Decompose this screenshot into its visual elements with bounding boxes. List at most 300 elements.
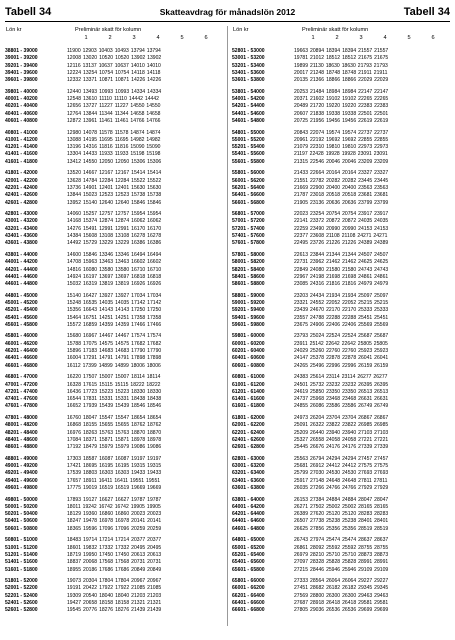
salary-range: 57801 - 58000	[232, 251, 265, 258]
table-row	[232, 144, 450, 151]
table-row	[5, 422, 223, 429]
salary-range: 50801 - 51000	[5, 537, 38, 544]
tax-values: 15140 16427 13927 13927 17034 17034	[67, 292, 162, 299]
table-row	[232, 585, 450, 592]
salary-range: 54801 - 55000	[232, 129, 265, 136]
tax-values: 27215 28446 25946 25946 29109 29109	[294, 566, 389, 573]
row-group	[5, 497, 223, 533]
tax-values: 20961 22192 19692 19692 22855 22855	[294, 136, 389, 143]
salary-range: 39601 - 39800	[5, 77, 38, 84]
table-row	[5, 300, 223, 307]
salary-range: 39801 - 40000	[5, 88, 38, 95]
salary-range: 64001 - 64200	[232, 503, 265, 510]
table-row	[232, 211, 450, 218]
tax-values: 15248 16535 14035 14035 17142 17142	[67, 299, 162, 306]
row-group	[5, 211, 223, 247]
tax-values: 12224 13254 10754 10754 14118 14118	[67, 69, 161, 76]
table-row	[232, 170, 450, 177]
salary-range: 65201 - 65400	[232, 551, 265, 558]
salary-range: 61001 - 61200	[232, 381, 265, 388]
table-row	[232, 485, 450, 492]
salary-range: 64601 - 64800	[232, 525, 265, 532]
table-row	[5, 593, 223, 600]
table-row	[5, 585, 223, 592]
tax-values: 14384 15608 13108 13108 16278 16278	[67, 233, 162, 240]
table-row	[5, 437, 223, 444]
table-row	[5, 48, 223, 55]
table-row	[232, 504, 450, 511]
row-group	[232, 333, 450, 369]
table-row	[232, 463, 450, 470]
tax-values: 22377 23608 21108 21108 24271 24271	[294, 233, 388, 240]
column-header	[5, 26, 223, 48]
salary-range: 49601 - 49800	[5, 485, 38, 491]
salary-range: 48601 - 48800	[5, 444, 38, 451]
table-row	[5, 185, 223, 192]
salary-range: 44601 - 44800	[5, 281, 38, 288]
tax-values: 27333 28564 26064 26064 29227 29227	[294, 578, 389, 585]
salary-label: Lön kr	[233, 27, 249, 33]
table-row	[5, 77, 223, 84]
left-table-body	[5, 48, 223, 615]
salary-range: 60201 - 60400	[232, 348, 265, 355]
tax-values: 24383 25614 23114 23114 26277 26277	[294, 374, 388, 381]
table-row	[5, 226, 223, 233]
kolumn-numbers	[301, 35, 445, 41]
tax-values: 24265 25496 22996 22996 26159 26159	[294, 362, 389, 369]
row-group	[5, 89, 223, 125]
salary-range: 45001 - 45200	[5, 299, 38, 306]
salary-range: 43401 - 43600	[5, 233, 38, 240]
salary-range: 43201 - 43400	[5, 225, 38, 232]
salary-range: 49001 - 49200	[5, 463, 38, 470]
row-group	[5, 537, 223, 573]
tax-values: 22731 23962 21462 21462 24625 24625	[294, 259, 389, 266]
tax-values: 22967 24198 21698 21698 24861 24861	[294, 273, 389, 280]
table-row	[232, 348, 450, 355]
salary-range: 46201 - 46400	[5, 348, 38, 355]
row-group	[232, 170, 450, 206]
tax-values: 21433 22664 20164 20164 23327 23327	[294, 170, 389, 177]
row-group	[5, 456, 223, 492]
table-row	[5, 233, 223, 240]
tax-values: 24855 26086 23586 23586 26749 26749	[294, 403, 389, 410]
table-row	[232, 444, 450, 451]
salary-range: 50001 - 50200	[5, 503, 38, 510]
kolumn-number: 6	[431, 35, 435, 41]
tax-values: 25445 26676 24176 24176 27339 27339	[294, 444, 389, 451]
tax-values: 13736 14901 12401 12401 15630 15630	[67, 184, 162, 191]
tax-values: 15680 16967 14467 14467 17574 17574	[67, 333, 162, 340]
salary-range: 60801 - 61000	[232, 374, 265, 381]
table-row	[5, 96, 223, 103]
tax-values: 26743 27974 25474 25474 28637 28637	[294, 537, 389, 544]
tax-values: 12872 13961 11461 11461 14766 14766	[67, 117, 161, 124]
tax-values: 13196 14316 11816 11816 15090 15090	[67, 144, 161, 151]
salary-range: 46401 - 46600	[5, 355, 38, 362]
tax-values: 13088 14195 11695 11695 14982 14982	[67, 136, 161, 143]
salary-range: 55001 - 55200	[232, 136, 265, 143]
tax-values: 13412 14550 12050 12050 15306 15306	[67, 158, 162, 165]
table-row	[5, 607, 223, 614]
kolumn-number: 1	[311, 35, 315, 41]
tax-values: 17775 19019 16519 16519 19669 19669	[67, 485, 162, 491]
table-row	[5, 103, 223, 110]
table-row	[232, 118, 450, 125]
tax-values: 14168 15374 12874 12874 16062 16062	[67, 218, 162, 225]
salary-range: 39001 - 39200	[5, 55, 38, 62]
table-row	[5, 382, 223, 389]
salary-range: 41001 - 41200	[5, 136, 38, 143]
salary-range: 44201 - 44400	[5, 266, 38, 273]
tax-values: 19309 20540 18040 18040 21203 21203	[67, 592, 162, 599]
salary-range: 57401 - 57600	[232, 233, 265, 240]
left-table-column	[5, 26, 223, 619]
tax-values: 12764 13844 11344 11344 14658 14658	[67, 110, 161, 117]
table-row	[232, 437, 450, 444]
tax-values: 23203 24434 21934 21934 25097 25097	[294, 292, 389, 299]
table-row	[232, 363, 450, 370]
row-group	[5, 48, 223, 84]
kolumn-number: 3	[132, 35, 136, 41]
salary-range: 66201 - 66400	[232, 592, 265, 599]
tax-values: 25799 27030 24530 24530 27693 27693	[294, 470, 389, 477]
salary-range: 43801 - 44000	[5, 251, 38, 258]
tax-values: 14816 16080 13580 13580 16710 16710	[67, 266, 162, 273]
table-row	[232, 315, 450, 322]
tax-values: 16220 17507 15007 15007 18114 18114	[67, 374, 161, 381]
tax-values: 25681 26912 24412 24412 27575 27575	[294, 463, 389, 470]
tax-values: 23085 24316 21816 21816 24979 24979	[294, 281, 389, 288]
tax-values: 17192 18479 15979 15979 19086 19086	[67, 444, 162, 451]
salary-range: 55601 - 55800	[232, 158, 265, 165]
table-row	[232, 252, 450, 259]
salary-range: 63201 - 63400	[232, 470, 265, 477]
tax-values: 16436 17723 15223 15223 18330 18330	[67, 388, 162, 395]
tax-values: 20371 21602 19102 19102 22265 22265	[294, 96, 389, 103]
tax-values: 16760 18047 15547 15547 18654 18654	[67, 415, 162, 422]
kolumn-number: 2	[335, 35, 339, 41]
table-row	[5, 89, 223, 96]
salary-range: 51801 - 52000	[5, 578, 38, 585]
salary-range: 61201 - 61400	[232, 388, 265, 395]
salary-range: 58801 - 59000	[232, 292, 265, 299]
table-row	[232, 178, 450, 185]
salary-range: 44001 - 44200	[5, 259, 38, 266]
table-row	[232, 552, 450, 559]
tax-values: 16544 17831 15331 15331 18438 18438	[67, 396, 162, 403]
preliminary-tax-label: Preliminär skatt för kolumn	[302, 27, 369, 33]
table-row	[5, 444, 223, 451]
salary-range: 53801 - 54000	[232, 88, 265, 95]
salary-range: 45601 - 45800	[5, 321, 38, 328]
row-group	[232, 497, 450, 533]
table-row	[5, 322, 223, 329]
table-row	[232, 267, 450, 274]
salary-range: 40801 - 41000	[5, 129, 38, 136]
table-row	[232, 274, 450, 281]
tax-values: 21315 22546 20046 20046 23209 23209	[294, 158, 389, 165]
tax-values: 18955 20186 17686 17686 20849 20849	[67, 566, 162, 573]
tax-values: 15896 17183 14683 14683 17790 17790	[67, 348, 162, 355]
row-group	[232, 293, 450, 329]
table-row	[5, 151, 223, 158]
tax-values: 17303 18587 16087 16087 19197 19197	[67, 455, 162, 462]
salary-range: 63001 - 63200	[232, 463, 265, 470]
tax-values: 14924 16197 13697 13697 16818 16818	[67, 273, 162, 280]
salary-range: 46801 - 47000	[5, 374, 38, 381]
tax-values: 24619 25850 23350 23350 26513 26513	[294, 388, 389, 395]
table-row	[232, 307, 450, 314]
tax-values: 23321 24552 22052 22052 25215 25215	[294, 299, 389, 306]
tax-values: 23439 24670 22170 22170 25333 25333	[294, 307, 389, 314]
table-row	[5, 159, 223, 166]
table-row	[5, 415, 223, 422]
row-group	[232, 130, 450, 166]
table-row	[5, 348, 223, 355]
table-row	[232, 593, 450, 600]
tax-values: 26507 27738 25238 25238 28401 28401	[294, 518, 389, 525]
tax-values: 13844 15023 12523 12523 15738 15738	[67, 192, 162, 199]
row-group	[5, 252, 223, 288]
tax-values: 12656 13727 11227 11227 14550 14550	[67, 103, 161, 110]
table-row	[5, 545, 223, 552]
table-row	[5, 374, 223, 381]
salary-range: 48201 - 48400	[5, 429, 38, 436]
table-row	[232, 192, 450, 199]
table-row	[232, 185, 450, 192]
table-row	[232, 226, 450, 233]
tax-values: 18247 19478 16978 16978 20141 20141	[67, 518, 162, 525]
table-row	[5, 252, 223, 259]
tax-values: 23675 24906 22406 22406 25569 25569	[294, 321, 389, 328]
table-row	[5, 463, 223, 470]
table-row	[5, 111, 223, 118]
table-row	[232, 77, 450, 84]
table-row	[5, 118, 223, 125]
salary-range: 53601 - 53800	[232, 77, 265, 84]
salary-range: 62001 - 62200	[232, 422, 265, 429]
salary-range: 61401 - 61600	[232, 396, 265, 403]
table-row	[5, 293, 223, 300]
salary-range: 47601 - 47800	[5, 403, 38, 410]
table-row	[232, 545, 450, 552]
table-number-right: Tabell 34	[403, 6, 450, 18]
tax-values: 16652 17939 15439 15439 18546 18546	[67, 403, 162, 410]
table-row	[5, 430, 223, 437]
salary-range: 52601 - 52800	[5, 607, 38, 614]
salary-range: 56201 - 56400	[232, 184, 265, 191]
salary-range: 55201 - 55400	[232, 144, 265, 151]
salary-range: 43001 - 43200	[5, 218, 38, 225]
salary-range: 63601 - 63800	[232, 485, 265, 491]
tax-values: 25209 26440 23940 23940 27103 27103	[294, 429, 389, 436]
table-row	[5, 333, 223, 340]
table-row	[5, 341, 223, 348]
salary-range: 52001 - 52200	[5, 585, 38, 592]
row-group	[232, 578, 450, 614]
table-row	[5, 137, 223, 144]
table-row	[232, 55, 450, 62]
salary-range: 61801 - 62000	[232, 415, 265, 422]
row-group	[5, 170, 223, 206]
salary-range: 65801 - 66000	[232, 578, 265, 585]
table-row	[5, 259, 223, 266]
tax-values: 16112 17399 14899 14899 18006 18006	[67, 362, 161, 369]
tax-values: 18011 19242 16742 16742 19905 19905	[67, 503, 161, 510]
tax-values: 27569 28800 26300 26300 29463 29463	[294, 592, 389, 599]
row-group	[232, 456, 450, 492]
row-group	[5, 293, 223, 329]
salary-range: 51001 - 51200	[5, 544, 38, 551]
tax-values: 15356 16643 14143 14143 17250 17250	[67, 307, 162, 314]
salary-range: 64801 - 65000	[232, 537, 265, 544]
table-row	[232, 259, 450, 266]
salary-range: 51201 - 51400	[5, 551, 38, 558]
table-row	[5, 511, 223, 518]
table-row	[5, 600, 223, 607]
salary-range: 60001 - 60200	[232, 340, 265, 347]
tax-values: 23557 24788 22288 22288 25451 25451	[294, 314, 389, 321]
tax-values: 25327 26558 24058 24058 27221 27221	[294, 436, 389, 443]
salary-range: 52401 - 52600	[5, 600, 38, 607]
tax-values: 14492 15729 13229 13229 16386 16386	[67, 240, 162, 247]
salary-range: 47201 - 47400	[5, 388, 38, 395]
salary-range: 46001 - 46200	[5, 340, 38, 347]
table-row	[5, 389, 223, 396]
row-group	[232, 252, 450, 288]
table-row	[232, 415, 450, 422]
row-group	[5, 333, 223, 369]
table-row	[5, 485, 223, 492]
table-row	[232, 240, 450, 247]
tax-values: 26979 28210 25710 25710 28873 28873	[294, 551, 389, 558]
salary-range: 46601 - 46800	[5, 362, 38, 369]
table-row	[232, 333, 450, 340]
tax-values: 16868 18155 15655 15655 18762 18762	[67, 422, 162, 429]
table-row	[5, 315, 223, 322]
salary-range: 63801 - 64000	[232, 496, 265, 503]
tax-values: 13304 14433 11933 11933 15198 15198	[67, 151, 161, 158]
tax-values: 25091 26322 23822 23822 26985 26985	[294, 422, 389, 429]
tax-values: 19427 20658 18158 18158 21321 21321	[67, 600, 162, 607]
table-row	[5, 396, 223, 403]
salary-range: 44801 - 45000	[5, 292, 38, 299]
table-row	[232, 341, 450, 348]
tax-values: 15032 16319 13819 13819 16926 16926	[67, 281, 162, 288]
tax-values: 21551 22782 20282 20282 23445 23445	[294, 177, 389, 184]
table-row	[232, 396, 450, 403]
tax-values: 19781 21012 18512 18512 21675 21675	[294, 55, 389, 62]
table-row	[5, 70, 223, 77]
salary-range: 56001 - 56200	[232, 177, 265, 184]
table-row	[232, 430, 450, 437]
tax-values: 20253 21484 18984 18984 22147 22147	[294, 88, 389, 95]
row-group	[5, 130, 223, 166]
tax-values: 13520 14667 12167 12167 15414 15414	[67, 170, 162, 177]
tax-values: 18719 19950 17450 17450 20613 20613	[67, 551, 162, 558]
header-rule	[5, 21, 450, 22]
table-row	[5, 567, 223, 574]
tax-values: 17421 18695 16195 16195 19315 19315	[67, 463, 162, 470]
tax-values: 18837 20068 17568 17568 20731 20731	[67, 559, 162, 566]
salary-range: 58201 - 58400	[232, 266, 265, 273]
table-row	[5, 552, 223, 559]
tax-values: 15464 16751 14251 14251 17358 17358	[67, 314, 162, 321]
table-row	[5, 267, 223, 274]
tax-values: 18483 19714 17214 17214 20377 20377	[67, 537, 162, 544]
table-row	[232, 497, 450, 504]
salary-range: 57001 - 57200	[232, 218, 265, 225]
tax-values: 20607 21838 19338 19338 22501 22501	[294, 110, 389, 117]
tax-values: 15788 17075 14575 14575 17682 17682	[67, 340, 162, 347]
tax-values: 22141 23372 20872 20872 24035 24035	[294, 218, 389, 225]
tax-values: 21905 23136 20636 20636 23799 23799	[294, 199, 389, 206]
table-row	[232, 478, 450, 485]
tax-values: 21669 22900 20400 20400 23563 23563	[294, 184, 389, 191]
tax-values: 17657 18911 16411 16411 19551 19551	[67, 477, 161, 484]
salary-range: 42001 - 42200	[5, 177, 38, 184]
tax-values: 13628 14784 12284 12284 15522 15522	[67, 177, 162, 184]
salary-range: 58001 - 58200	[232, 259, 265, 266]
salary-range: 60401 - 60600	[232, 355, 265, 362]
table-row	[232, 218, 450, 225]
table-row	[232, 422, 450, 429]
tax-values: 24737 25968 23468 23468 26631 26631	[294, 396, 389, 403]
salary-range: 41401 - 41600	[5, 151, 38, 158]
table-row	[232, 355, 450, 362]
table-row	[5, 363, 223, 370]
row-group	[232, 89, 450, 125]
salary-range: 55401 - 55600	[232, 151, 265, 158]
tax-values: 27451 28682 26182 26182 29345 29345	[294, 585, 389, 592]
row-group	[232, 537, 450, 573]
salary-range: 66001 - 66200	[232, 585, 265, 592]
row-group	[5, 578, 223, 614]
table-row	[232, 159, 450, 166]
tax-values: 20135 21366 18866 18866 22029 22029	[294, 77, 389, 84]
tax-values: 26153 27384 24884 24884 28047 28047	[294, 496, 389, 503]
salary-range: 48001 - 48200	[5, 422, 38, 429]
table-row	[5, 192, 223, 199]
salary-range: 62801 - 63000	[232, 455, 265, 462]
tax-values: 21079 22310 19810 19810 22973 22973	[294, 144, 389, 151]
tax-values: 12008 13020 10520 10520 13902 13902	[67, 55, 162, 62]
page-title: Skatteavdrag för månadslön 2012	[159, 7, 296, 17]
tax-values: 22259 23490 20990 20990 24153 24153	[294, 225, 389, 232]
salary-range: 53401 - 53600	[232, 69, 265, 76]
tax-values: 20017 21248 18748 18748 21911 21911	[294, 69, 388, 76]
salary-range: 38801 - 39000	[5, 48, 38, 54]
table-row	[232, 137, 450, 144]
table-row	[5, 281, 223, 288]
row-group	[232, 48, 450, 84]
salary-range: 52201 - 52400	[5, 592, 38, 599]
table-row	[232, 233, 450, 240]
salary-range: 52801 - 53000	[232, 48, 265, 54]
tax-values: 14600 15846 13346 13346 16494 16494	[67, 251, 162, 258]
kolumn-number: 4	[156, 35, 160, 41]
table-row	[5, 578, 223, 585]
table-row	[5, 218, 223, 225]
salary-range: 48801 - 49000	[5, 455, 38, 462]
salary-range: 59401 - 59600	[232, 314, 265, 321]
tax-values: 19663 20894 18394 18394 21557 21557	[294, 48, 389, 54]
salary-range: 47001 - 47200	[5, 381, 38, 388]
tax-values: 18365 19596 17096 17096 20259 20259	[67, 525, 162, 532]
salary-range: 43601 - 43800	[5, 240, 38, 247]
kolumn-number: 2	[108, 35, 112, 41]
